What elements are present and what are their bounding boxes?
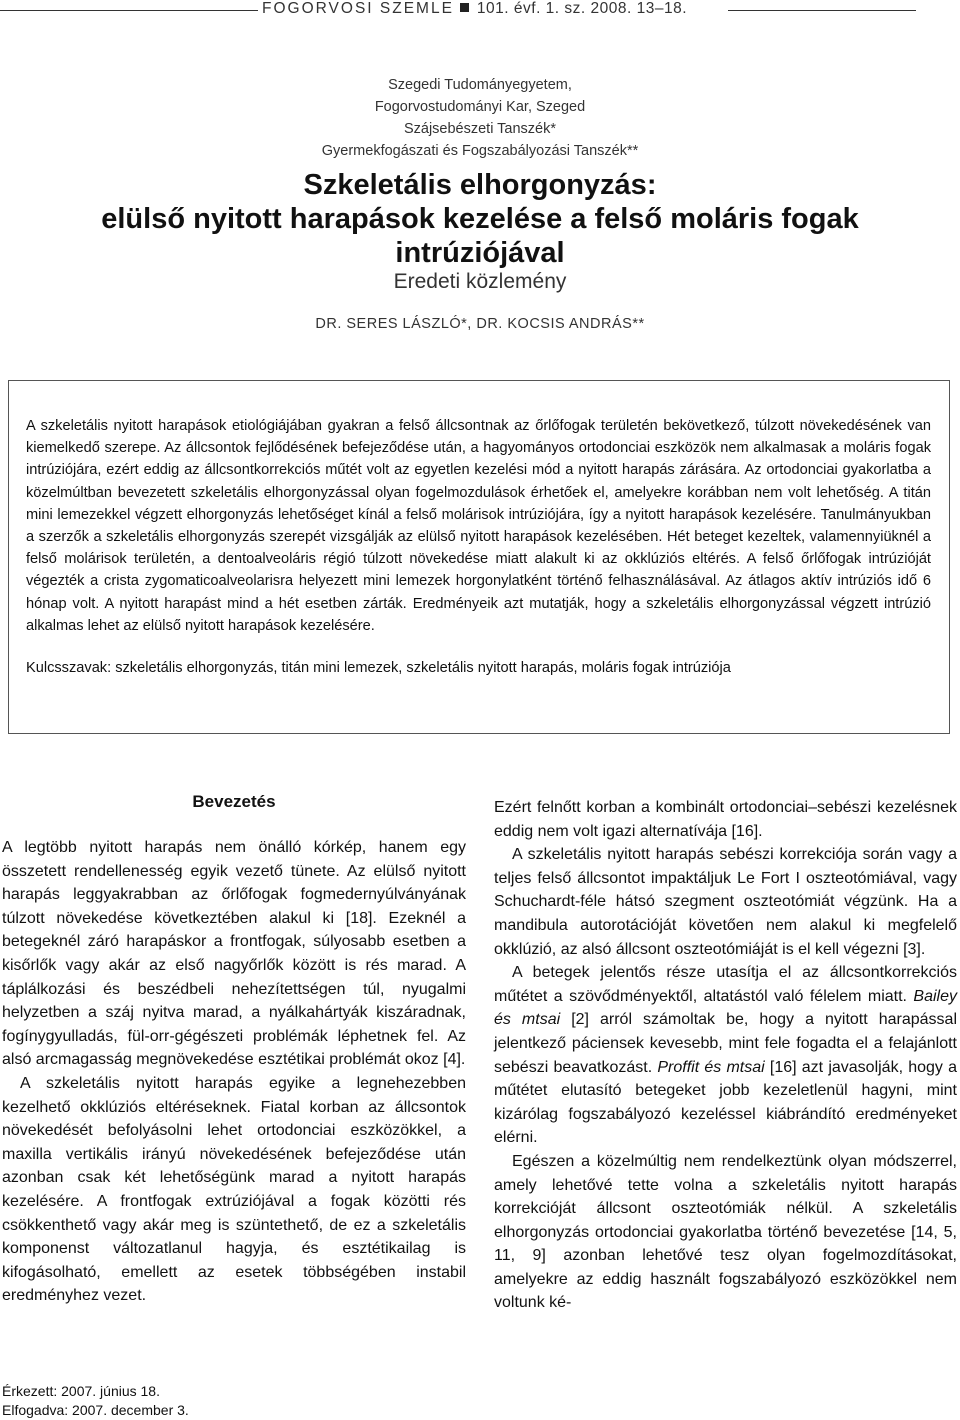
- title-line: elülső nyitott harapások kezelése a felső moláris fogak: [101, 203, 859, 235]
- authors: DR. SERES LÁSZLÓ*, DR. KOCSIS ANDRÁS**: [315, 316, 645, 332]
- running-head-rule-left: [0, 10, 258, 11]
- article-title: [0, 168, 960, 270]
- body-paragraph: [494, 961, 957, 1150]
- body-paragraph: A legtöbb nyitott harapás nem önálló kórkép, hanem egy összetett rendellenesség egyik vezető tünete. Az elülső nyitott harapás leggyakrabban az őrlőfogak fogmedernyúlványának túlzott növekedése következtében alakul ki [18]. Ezeknél a betegeknél záró harapáskor a frontfogak, súlyosabb esetben a kisőrlők vagy akár az első nagyőrlők között is rés marad. A táplálkozási és beszédbeli nehezítettségen túl, nyugalmi helyzetben a száj nyitva marad, a nyálkahártyák kiszáradnak, fogínygyulladás, fül-orr-gégészeti problémák léphetnek fel. Az alsó arcmagasság megnövekedése esztétikai problémát okoz [4].: [2, 839, 466, 1069]
- paragraph-text: A betegek jelentős része utasítja el az állcsontkorrekciós műtétet a szövődményektől, altatástól való félelem miatt.: [494, 964, 957, 1005]
- affiliation-line: Gyermekfogászati és Fogszabályozási Tanszék**: [321, 143, 639, 159]
- abstract-text: A szkeletális nyitott harapások etiológiájában gyakran a felső állcsontnak az őrlőfogak területén bekövetkező, túlzott növekedésének van kiemelkedő szerepe. Az állcsontok fejlődésének befejeződése után, a hagyományos ortodonciai eszközök nem alkalmasak a moláris fogak intrúziójára, ezért eddig az állcsontkorrekciós műtét volt az egyetlen kezelési mód a nyitott harapás zárására. Az ortodonciai gyakorlatba a közelmúltban bevezetett szkeletális elhorgonyzással olyan fogelmozdulások érhetőek el, amelyekre korábban nem volt lehetőség. A titán mini lemezekkel végzett elhorgonyzás lehetőséget kínál a felső molárisok intrúziójára, így a nyitott harapások kezelésére. Tanulmányukban a szerzők a szkeletális elhorgonyzás szerepét vizsgálják az elülső nyitott harapások kezelésében. Hét beteget kezeltek, valamennyiüknél a felső molárisok területén, a dentoalveoláris régió túlzott növekedése miatt alakult ki az okklúziós eltérés. A felső őrlőfogak intrúzióját végezték a crista zygomaticoalveolarisra helyezett mini lemezek horgonylatként történő felhasználásával. Az átlagos aktív intrúziós idő 6 hónap volt. A nyitott harapást mind a hét esetben zárták. Eredményeik azt mutatják, hogy a szkeletális elhorgonyzással végzett intrúzió alkalmas lehet az elülső nyitott harapások kezelésére.: [26, 418, 931, 634]
- section-heading-introduction: Bevezetés: [192, 792, 276, 811]
- paragraph-text: [16] azt javasolják, hogy a műtétet elutasító betegeket jobb kezeletlenül hagyni, mint kizárólag fogszabályozó kezeléssel kiábrándító eredményeket elérni.: [494, 1058, 957, 1147]
- title-line: intrúziójával: [395, 237, 565, 269]
- citation-author: Bailey és mtsai: [494, 987, 957, 1029]
- body-paragraph: A szkeletális nyitott harapás sebészi korrekciója során vagy a teljes felső állcsontot impaktáljuk Le Fort I oszteotómiával, vagy Schuchardt-féle hátsó szegment oszteotómiát végzünk. Ha a mandibula autorotációját követően nem alakul ki megfelelő okklúzió, az alsó állcsont oszteotómiáját is el kell végezni [3].: [494, 846, 957, 958]
- body-paragraph: A szkeletális nyitott harapás egyike a legnehezebben kezelhető okklúziós eltéréseknek. Fiatal korban az állcsontok növekedését befolyásolni lehet ortodonciai eszközökkel, a maxilla vertikális irányú növekedésének befejeződése után azonban csak két lehetőségünk marad a nyitott harapás kezelésére. A frontfogak extrúziójával a fogak közötti rés csökkenthető vagy akár meg is szüntethető, de ez a szkeletális komponenst változatlanul hagyja, és esztétikailag is kifogásolható, emellett az esetek többségében instabil eredményhez vezet.: [2, 1074, 466, 1305]
- issue-info: 101. évf. 1. sz. 2008. 13–18.: [476, 0, 688, 17]
- square-bullet-icon: [460, 3, 469, 12]
- running-head-text: [262, 0, 687, 18]
- accepted-date: Elfogadva: 2007. december 3.: [2, 1402, 189, 1418]
- received-date: Érkezett: 2007. június 18.: [2, 1383, 160, 1399]
- right-column: [494, 796, 957, 1315]
- affiliation-line: Szegedi Tudományegyetem,: [388, 77, 572, 93]
- submission-dates: [2, 1382, 189, 1420]
- body-paragraph: Ezért felnőtt korban a kombinált ortodonciai–sebészi kezelésnek eddig nem volt igazi alternatívája [16].: [494, 799, 957, 840]
- body-paragraph: Egészen a közelmúltig nem rendelkeztünk olyan módszerrel, amely lehetővé tette volna a szkeletális nyitott harapás korrekcióját állcsont oszteotómiák nélkül. A szkeletális elhorgonyzás ortodonciai gyakorlatba történő bevezetése [14, 5, 11, 9] azonban lehetővé tesz olyan fogelmozdításokat, amelyekre az eddig használt fogszabályozó eszközökkel nem voltunk ké-: [494, 1152, 957, 1312]
- article-type: Eredeti közlemény: [393, 270, 567, 293]
- title-line: Szkeletális elhorgonyzás:: [303, 169, 657, 201]
- left-column: [2, 790, 466, 1308]
- keywords: Kulcsszavak: szkeletális elhorgonyzás, titán mini lemezek, szkeletális nyitott harapás, moláris fogak intrúziója: [26, 660, 731, 677]
- affiliation: [0, 74, 960, 162]
- running-head: [0, 0, 960, 22]
- running-head-rule-right: [728, 10, 916, 11]
- citation-author: Proffit és mtsai: [657, 1058, 765, 1076]
- journal-name: FOGORVOSI SZEMLE: [262, 0, 454, 17]
- affiliation-line: Fogorvostudományi Kar, Szeged: [374, 99, 586, 115]
- abstract-box: [8, 380, 950, 734]
- affiliation-line: Szájsebészeti Tanszék*: [403, 121, 557, 137]
- paragraph-text: [2] arról számoltak be, hogy a nyitott harapással jelentkező páciensek kevesebb, mint fele fogadta el a felajánlott sebészi beavatkozást.: [494, 1011, 957, 1076]
